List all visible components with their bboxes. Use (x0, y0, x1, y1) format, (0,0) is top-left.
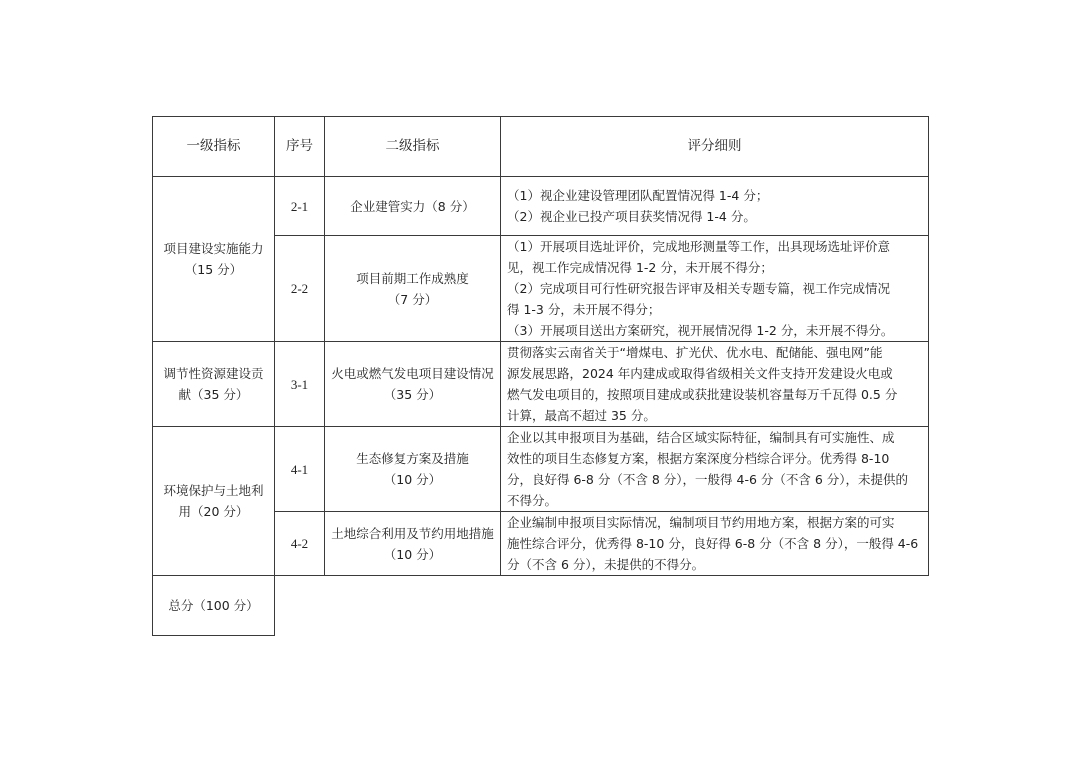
seq-cell: 2-1 (275, 177, 325, 236)
detail-line: 燃气发电项目的，按照项目建成或获批建设装机容量每万千瓦得 0.5 分 (507, 387, 898, 402)
item-name: 项目前期工作成熟度 (356, 270, 469, 286)
item-name: 生态修复方案及措施 (356, 451, 469, 466)
total-cell: 总分（100 分） (153, 576, 275, 636)
detail-cell (501, 427, 929, 512)
header-level2: 二级指标 (325, 117, 501, 177)
category-cell: 调节性资源建设贡献（35 分） (153, 342, 275, 427)
detail-line: 企业以其申报项目为基础，结合区域实际特征，编制具有可实施性、成 (507, 430, 895, 445)
header-detail: 评分细则 (501, 117, 929, 177)
seq-cell: 3-1 (275, 342, 325, 427)
detail-line: （3）开展项目送出方案研究，视开展情况得 1-2 分，未开展不得分。 (507, 323, 894, 338)
item-name-cell: 企业建管实力（8 分） (325, 177, 501, 236)
detail-line: （2）完成项目可行性研究报告评审及相关专题专篇，视工作完成情况 (507, 281, 890, 296)
seq-cell: 2-2 (275, 236, 325, 342)
detail-line: 见，视工作完成情况得 1-2 分，未开展不得分； (507, 260, 773, 275)
seq-cell: 4-2 (275, 512, 325, 576)
table-row (153, 427, 929, 512)
detail-cell (501, 342, 929, 427)
detail-line: 计算，最高不超过 35 分。 (507, 408, 656, 423)
detail-line: 企业编制申报项目实际情况，编制项目节约用地方案，根据方案的可实 (507, 515, 895, 530)
category-cell: 环境保护与土地利用（20 分） (153, 427, 275, 576)
item-points: （10 分） (383, 472, 442, 487)
scoring-table (152, 116, 929, 636)
detail-cell (501, 236, 929, 342)
detail-line: 得 1-3 分，未开展不得分； (507, 302, 661, 317)
total-row (153, 576, 929, 636)
detail-line: 施性综合评分，优秀得 8-10 分，良好得 6-8 分（不含 8 分），一般得 4-6 (507, 536, 919, 551)
header-row (153, 117, 929, 177)
item-name-cell: 土地综合利用及节约用地措施（10 分） (325, 512, 501, 576)
item-points: （7 分） (387, 291, 438, 307)
table-row (153, 177, 929, 236)
table-row (153, 342, 929, 427)
detail-line: （2）视企业已投产项目获奖情况得 1-4 分。 (507, 209, 756, 224)
header-seq: 序号 (275, 117, 325, 177)
header-level1: 一级指标 (153, 117, 275, 177)
detail-cell (501, 512, 929, 576)
item-name-cell: 火电或燃气发电项目建设情况（35 分） (325, 342, 501, 427)
detail-line: 分，良好得 6-8 分（不含 8 分），一般得 4-6 分（不含 6 分），未提供的 (507, 472, 909, 487)
category-name: 项目建设实施能力 (163, 241, 264, 256)
detail-line: 分（不含 6 分），未提供的不得分。 (507, 557, 705, 572)
detail-line: （1）视企业建设管理团队配置情况得 1-4 分； (507, 188, 769, 203)
seq-cell: 4-1 (275, 427, 325, 512)
category-points: （15 分） (184, 262, 243, 277)
item-name-cell (325, 236, 501, 342)
item-name-cell (325, 427, 501, 512)
detail-cell (501, 177, 929, 236)
detail-line: 效性的项目生态修复方案，根据方案深度分档综合评分。优秀得 8-10 (507, 451, 890, 466)
detail-line: 贯彻落实云南省关于“增煤电、扩光伏、优水电、配储能、强电网”能 (507, 345, 883, 360)
detail-line: （1）开展项目选址评价，完成地形测量等工作，出具现场选址评价意 (507, 239, 890, 254)
empty-area (275, 576, 929, 636)
detail-line: 不得分。 (507, 493, 558, 508)
detail-line: 源发展思路，2024 年内建成或取得省级相关文件支持开发建设火电或 (507, 366, 893, 381)
category-cell (153, 177, 275, 342)
